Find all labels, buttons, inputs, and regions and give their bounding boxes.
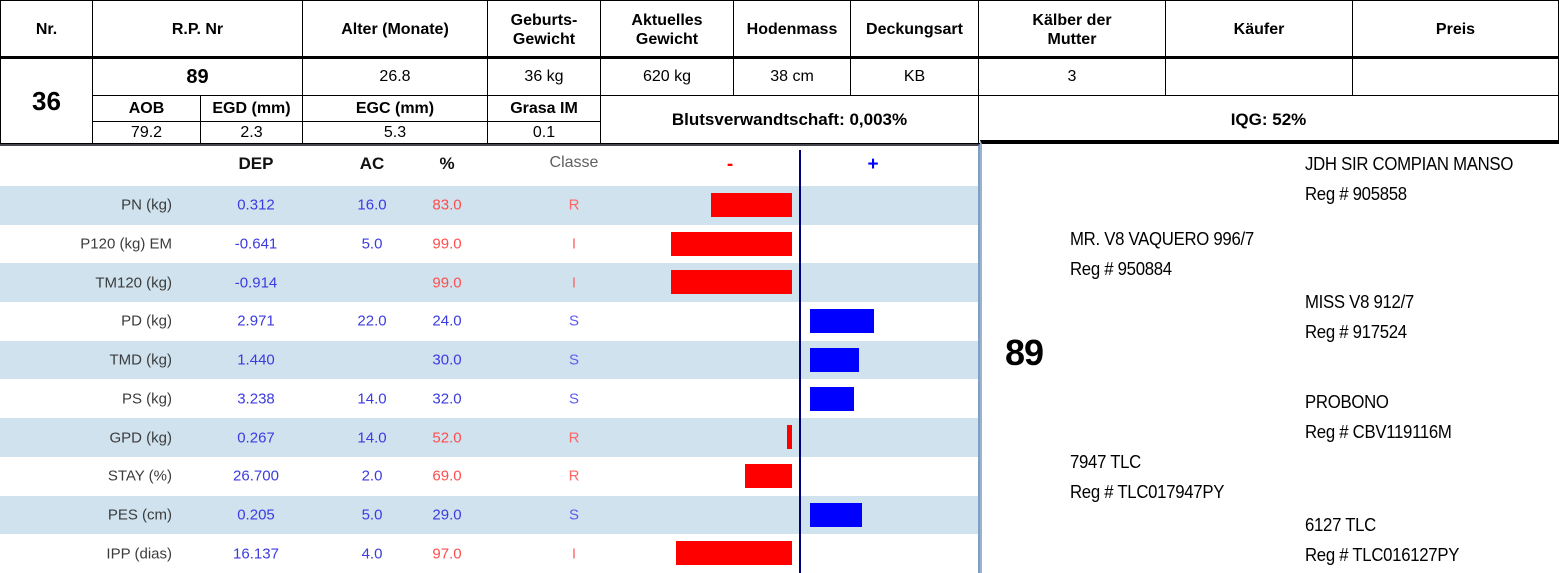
epd-row-pes <box>0 496 978 535</box>
ac-value: 14.0 <box>357 429 387 447</box>
aob-value: 79.2 <box>130 123 163 141</box>
animal-kaelber-cell <box>978 58 1166 96</box>
blutsverwandtschaft-cell <box>600 95 979 144</box>
animal-hodenmass-value: 38 cm <box>770 68 814 85</box>
dep-value: 0.205 <box>237 506 275 524</box>
classe-value: I <box>571 274 577 292</box>
epd-row-gpd <box>0 418 978 457</box>
dep-value: -0.641 <box>234 235 278 253</box>
aob-label-cell <box>92 95 201 122</box>
aob-value-cell <box>92 121 201 144</box>
trait-label: PN (kg) <box>121 196 172 214</box>
epd-row-p120 <box>0 225 978 264</box>
trait-label: TM120 (kg) <box>95 274 172 292</box>
pedigree-dam-sire <box>1305 387 1452 447</box>
col-header-hodenmass-label: Hodenmass <box>746 21 838 38</box>
egd-value: 2.3 <box>240 123 263 141</box>
pedigree-sire-sire <box>1305 149 1513 209</box>
ac-value: 5.0 <box>361 506 383 524</box>
classe-value: S <box>568 351 579 369</box>
epd-col-ac: AC <box>359 154 385 173</box>
percentile-bar-positive <box>810 503 862 527</box>
classe-value: S <box>568 506 579 524</box>
trait-label: PES (cm) <box>107 506 172 524</box>
col-header-nr <box>0 0 93 59</box>
animal-kaeufer-cell <box>1165 58 1353 96</box>
epd-col-plus: + <box>867 154 879 175</box>
col-header-kaeufer <box>1165 0 1353 59</box>
animal-deckungsart-cell <box>850 58 979 96</box>
dep-value: 3.238 <box>237 390 275 408</box>
dep-value: 2.971 <box>237 312 275 330</box>
epd-row-pn <box>0 186 978 225</box>
epd-chart-header-row <box>0 146 978 186</box>
col-header-aktuelles-line1: Aktuelles <box>631 11 703 29</box>
pedigree-sire-name: MR. V8 VAQUERO 996/7 <box>1070 229 1254 249</box>
dep-value: 1.440 <box>237 351 275 369</box>
animal-rp-nr-cell <box>92 58 303 96</box>
col-header-alter-label: Alter (Monate) <box>341 21 449 38</box>
percentile-value: 52.0 <box>432 429 462 447</box>
animal-geburtsgewicht-value: 36 kg <box>524 68 564 85</box>
ac-value: 16.0 <box>357 196 387 214</box>
col-header-kaelber-line1: Kälber der <box>1032 11 1112 29</box>
animal-rp-nr-value: 89 <box>186 65 209 88</box>
percentile-bar-negative <box>676 541 792 565</box>
chart-center-axis <box>799 150 801 573</box>
blutsverwandtschaft-value: Blutsverwandtschaft: 0,003% <box>671 109 908 129</box>
classe-value: R <box>568 467 580 485</box>
pedigree-sire-sire-reg: Reg # 905858 <box>1305 184 1407 204</box>
percentile-value: 83.0 <box>432 196 462 214</box>
percentile-bar-negative <box>711 193 792 217</box>
grasa-label-cell <box>487 95 601 122</box>
dep-value: 16.137 <box>233 545 279 563</box>
percentile-bar-positive <box>810 348 859 372</box>
animal-geburtsgewicht-cell <box>487 58 601 96</box>
epd-row-ps <box>0 380 978 419</box>
pedigree-animal-number: 89 <box>1005 332 1044 373</box>
pedigree-sire-reg: Reg # 950884 <box>1070 259 1172 279</box>
pedigree-sire-dam-reg: Reg # 917524 <box>1305 322 1407 342</box>
epd-row-stay <box>0 457 978 496</box>
percentile-value: 97.0 <box>432 545 462 563</box>
epd-chart-panel <box>0 144 980 573</box>
animal-nr-cell <box>0 58 93 144</box>
dep-value: -0.914 <box>234 274 278 292</box>
pedigree-dam-dam <box>1305 510 1459 570</box>
pedigree-dam-reg: Reg # TLC017947PY <box>1070 482 1225 502</box>
percentile-bar-negative <box>671 232 792 256</box>
dep-value: 0.312 <box>237 196 275 214</box>
pedigree-dam-dam-reg: Reg # TLC016127PY <box>1305 545 1460 565</box>
classe-value: R <box>568 429 580 447</box>
col-header-aktuelles-line2: Gewicht <box>635 30 699 48</box>
iqg-cell <box>978 95 1559 144</box>
trait-label: IPP (dias) <box>106 545 172 563</box>
col-header-hodenmass <box>733 0 851 59</box>
percentile-bar-negative <box>745 464 792 488</box>
egd-label: EGD (mm) <box>212 99 291 117</box>
pedigree-sire-sire-name: JDH SIR COMPIAN MANSO <box>1305 154 1514 174</box>
percentile-bar-negative <box>671 270 792 294</box>
trait-label: STAY (%) <box>107 467 172 485</box>
classe-value: R <box>568 196 580 214</box>
col-header-rp-nr-label: R.P. Nr <box>171 21 224 38</box>
animal-alter-value: 26.8 <box>379 68 411 85</box>
aob-label: AOB <box>128 99 165 117</box>
pedigree-sire <box>1070 224 1254 284</box>
col-header-geburtsgewicht <box>487 0 601 59</box>
epd-col-classe: Classe <box>549 154 599 171</box>
egc-value: 5.3 <box>383 123 407 141</box>
grasa-value-cell <box>487 121 601 144</box>
iqg-value: IQG: 52% <box>1230 109 1307 129</box>
animal-alter-cell <box>302 58 488 96</box>
col-header-preis-label: Preis <box>1435 21 1476 38</box>
ac-value: 14.0 <box>357 390 387 408</box>
trait-label: TMD (kg) <box>109 351 172 369</box>
animal-aktuelles-gewicht-value: 620 kg <box>642 68 692 85</box>
animal-preis-cell <box>1352 58 1559 96</box>
dep-value: 0.267 <box>237 429 275 447</box>
pedigree-dam-name: 7947 TLC <box>1070 452 1141 472</box>
pedigree-sire-dam-name: MISS V8 912/7 <box>1305 292 1414 312</box>
epd-col-pct: % <box>439 154 455 173</box>
col-header-nr-label: Nr. <box>35 21 58 38</box>
grasa-label: Grasa IM <box>510 99 578 117</box>
percentile-value: 30.0 <box>432 351 462 369</box>
epd-row-pd <box>0 302 978 341</box>
col-header-geburts-line1: Geburts- <box>510 11 578 29</box>
pedigree-dam <box>1070 447 1224 507</box>
col-header-deckungsart <box>850 0 979 59</box>
col-header-kaelber-line2: Mutter <box>1047 30 1097 48</box>
col-header-deckungsart-label: Deckungsart <box>866 21 963 38</box>
pedigree-dam-dam-name: 6127 TLC <box>1305 515 1376 535</box>
animal-nr-value: 36 <box>32 85 61 116</box>
trait-label: PD (kg) <box>121 312 172 330</box>
egd-value-cell <box>200 121 303 144</box>
egd-label-cell <box>200 95 303 122</box>
epd-row-ipp <box>0 534 978 573</box>
trait-label: PS (kg) <box>121 390 172 408</box>
classe-value: I <box>571 235 577 253</box>
animal-kaelber-value: 3 <box>1067 68 1077 85</box>
ac-value: 5.0 <box>361 235 383 253</box>
epd-col-minus: - <box>726 154 734 175</box>
percentile-value: 24.0 <box>432 312 462 330</box>
trait-label: GPD (kg) <box>109 429 172 447</box>
egc-value-cell <box>302 121 488 144</box>
ac-value: 2.0 <box>361 467 383 485</box>
animal-hodenmass-cell <box>733 58 851 96</box>
classe-value: I <box>571 545 577 563</box>
ac-value: 4.0 <box>361 545 383 563</box>
col-header-alter <box>302 0 488 59</box>
pedigree-dam-sire-name: PROBONO <box>1305 392 1389 412</box>
col-header-preis <box>1352 0 1559 59</box>
percentile-bar-negative <box>787 425 792 449</box>
percentile-value: 99.0 <box>432 274 462 292</box>
col-header-kaelber-der-mutter <box>978 0 1166 59</box>
ac-value: 22.0 <box>357 312 387 330</box>
percentile-value: 29.0 <box>432 506 462 524</box>
percentile-bar-positive <box>810 309 874 333</box>
pedigree-sire-dam <box>1305 287 1414 347</box>
animal-deckungsart-value: KB <box>903 68 926 85</box>
grasa-value: 0.1 <box>532 123 556 141</box>
epd-row-tmd <box>0 341 978 380</box>
col-header-aktuelles-gewicht <box>600 0 734 59</box>
percentile-bar-positive <box>810 387 854 411</box>
classe-value: S <box>568 312 579 330</box>
egc-label-cell <box>302 95 488 122</box>
percentile-value: 69.0 <box>432 467 462 485</box>
percentile-value: 32.0 <box>432 390 462 408</box>
col-header-geburts-line2: Gewicht <box>512 30 576 48</box>
pedigree-panel <box>980 140 1559 573</box>
epd-col-dep: DEP <box>238 154 274 173</box>
col-header-rp-nr <box>92 0 303 59</box>
trait-label: P120 (kg) EM <box>80 235 172 253</box>
egc-label: EGC (mm) <box>355 99 435 117</box>
percentile-value: 99.0 <box>432 235 462 253</box>
pedigree-dam-sire-reg: Reg # CBV119116M <box>1305 422 1452 442</box>
animal-aktuelles-gewicht-cell <box>600 58 734 96</box>
col-header-kaeufer-label: Käufer <box>1233 21 1285 38</box>
epd-row-tm120 <box>0 263 978 302</box>
dep-value: 26.700 <box>233 467 279 485</box>
classe-value: S <box>568 390 579 408</box>
